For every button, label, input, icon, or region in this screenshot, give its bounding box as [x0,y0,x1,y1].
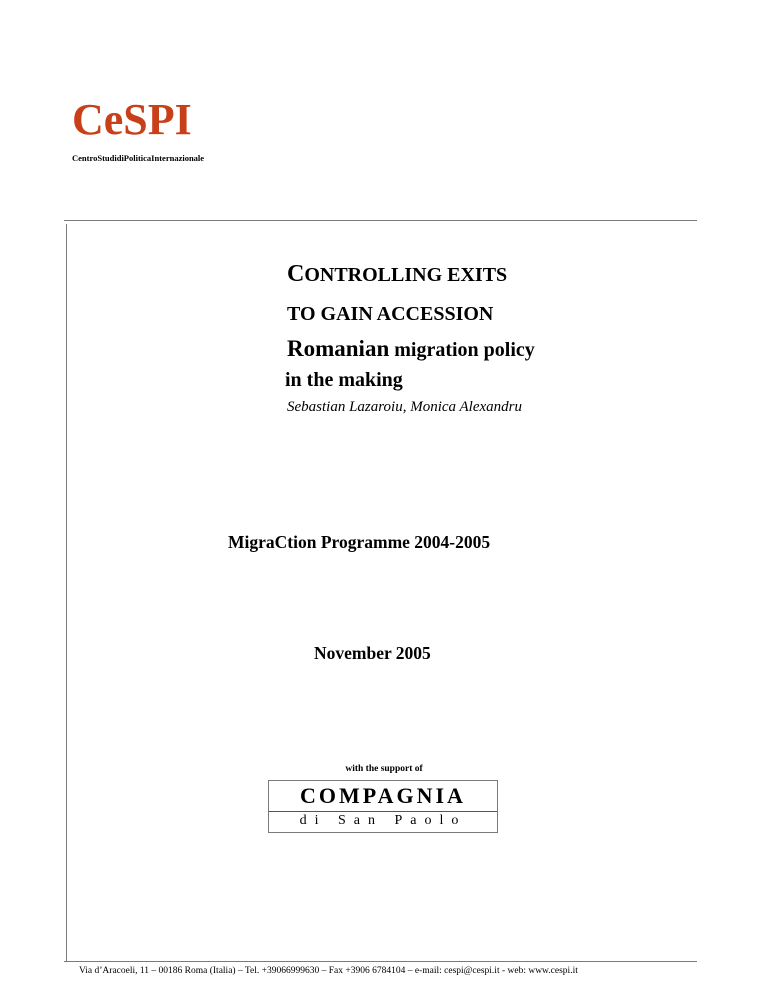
title-initial-cap: C [287,261,305,287]
authors: Sebastian Lazaroiu, Monica Alexandru [287,399,522,415]
left-margin-rule [66,224,67,962]
support-label-text: with the support of [345,764,423,774]
sponsor-name-bottom: di San Paolo [299,813,467,828]
sponsor-name-top: COMPAGNIA [300,783,466,808]
cespi-logo: CeSPI [72,95,192,144]
title-line-2: TO GAIN ACCESSION [287,303,494,325]
org-full-name: CentroStudidiPoliticaInternazionale [72,153,205,163]
top-divider [64,220,697,221]
title-line-1-rest: ONTROLLING EXITS [304,264,508,286]
sponsor-divider [269,811,497,812]
title-line-1 [287,262,507,286]
title-romanian: Romanian [287,336,390,361]
publication-date: November 2005 [314,643,431,663]
title-line-3 [287,337,535,360]
sponsor-logo [268,780,498,833]
support-label [0,764,768,774]
footer-divider [64,961,697,962]
title-line-3-rest: migration policy [389,339,535,361]
footer-address: Via d’Aracoeli, 11 – 00186 Roma (Italia) – Tel. +39066999630 – Fax +3906 6784104 – e-mail: cespi@cespi.it - web: www.cespi.it [79,966,578,976]
title-line-4: in the making [285,369,403,391]
programme-name: MigraCtion Programme 2004-2005 [228,532,491,552]
